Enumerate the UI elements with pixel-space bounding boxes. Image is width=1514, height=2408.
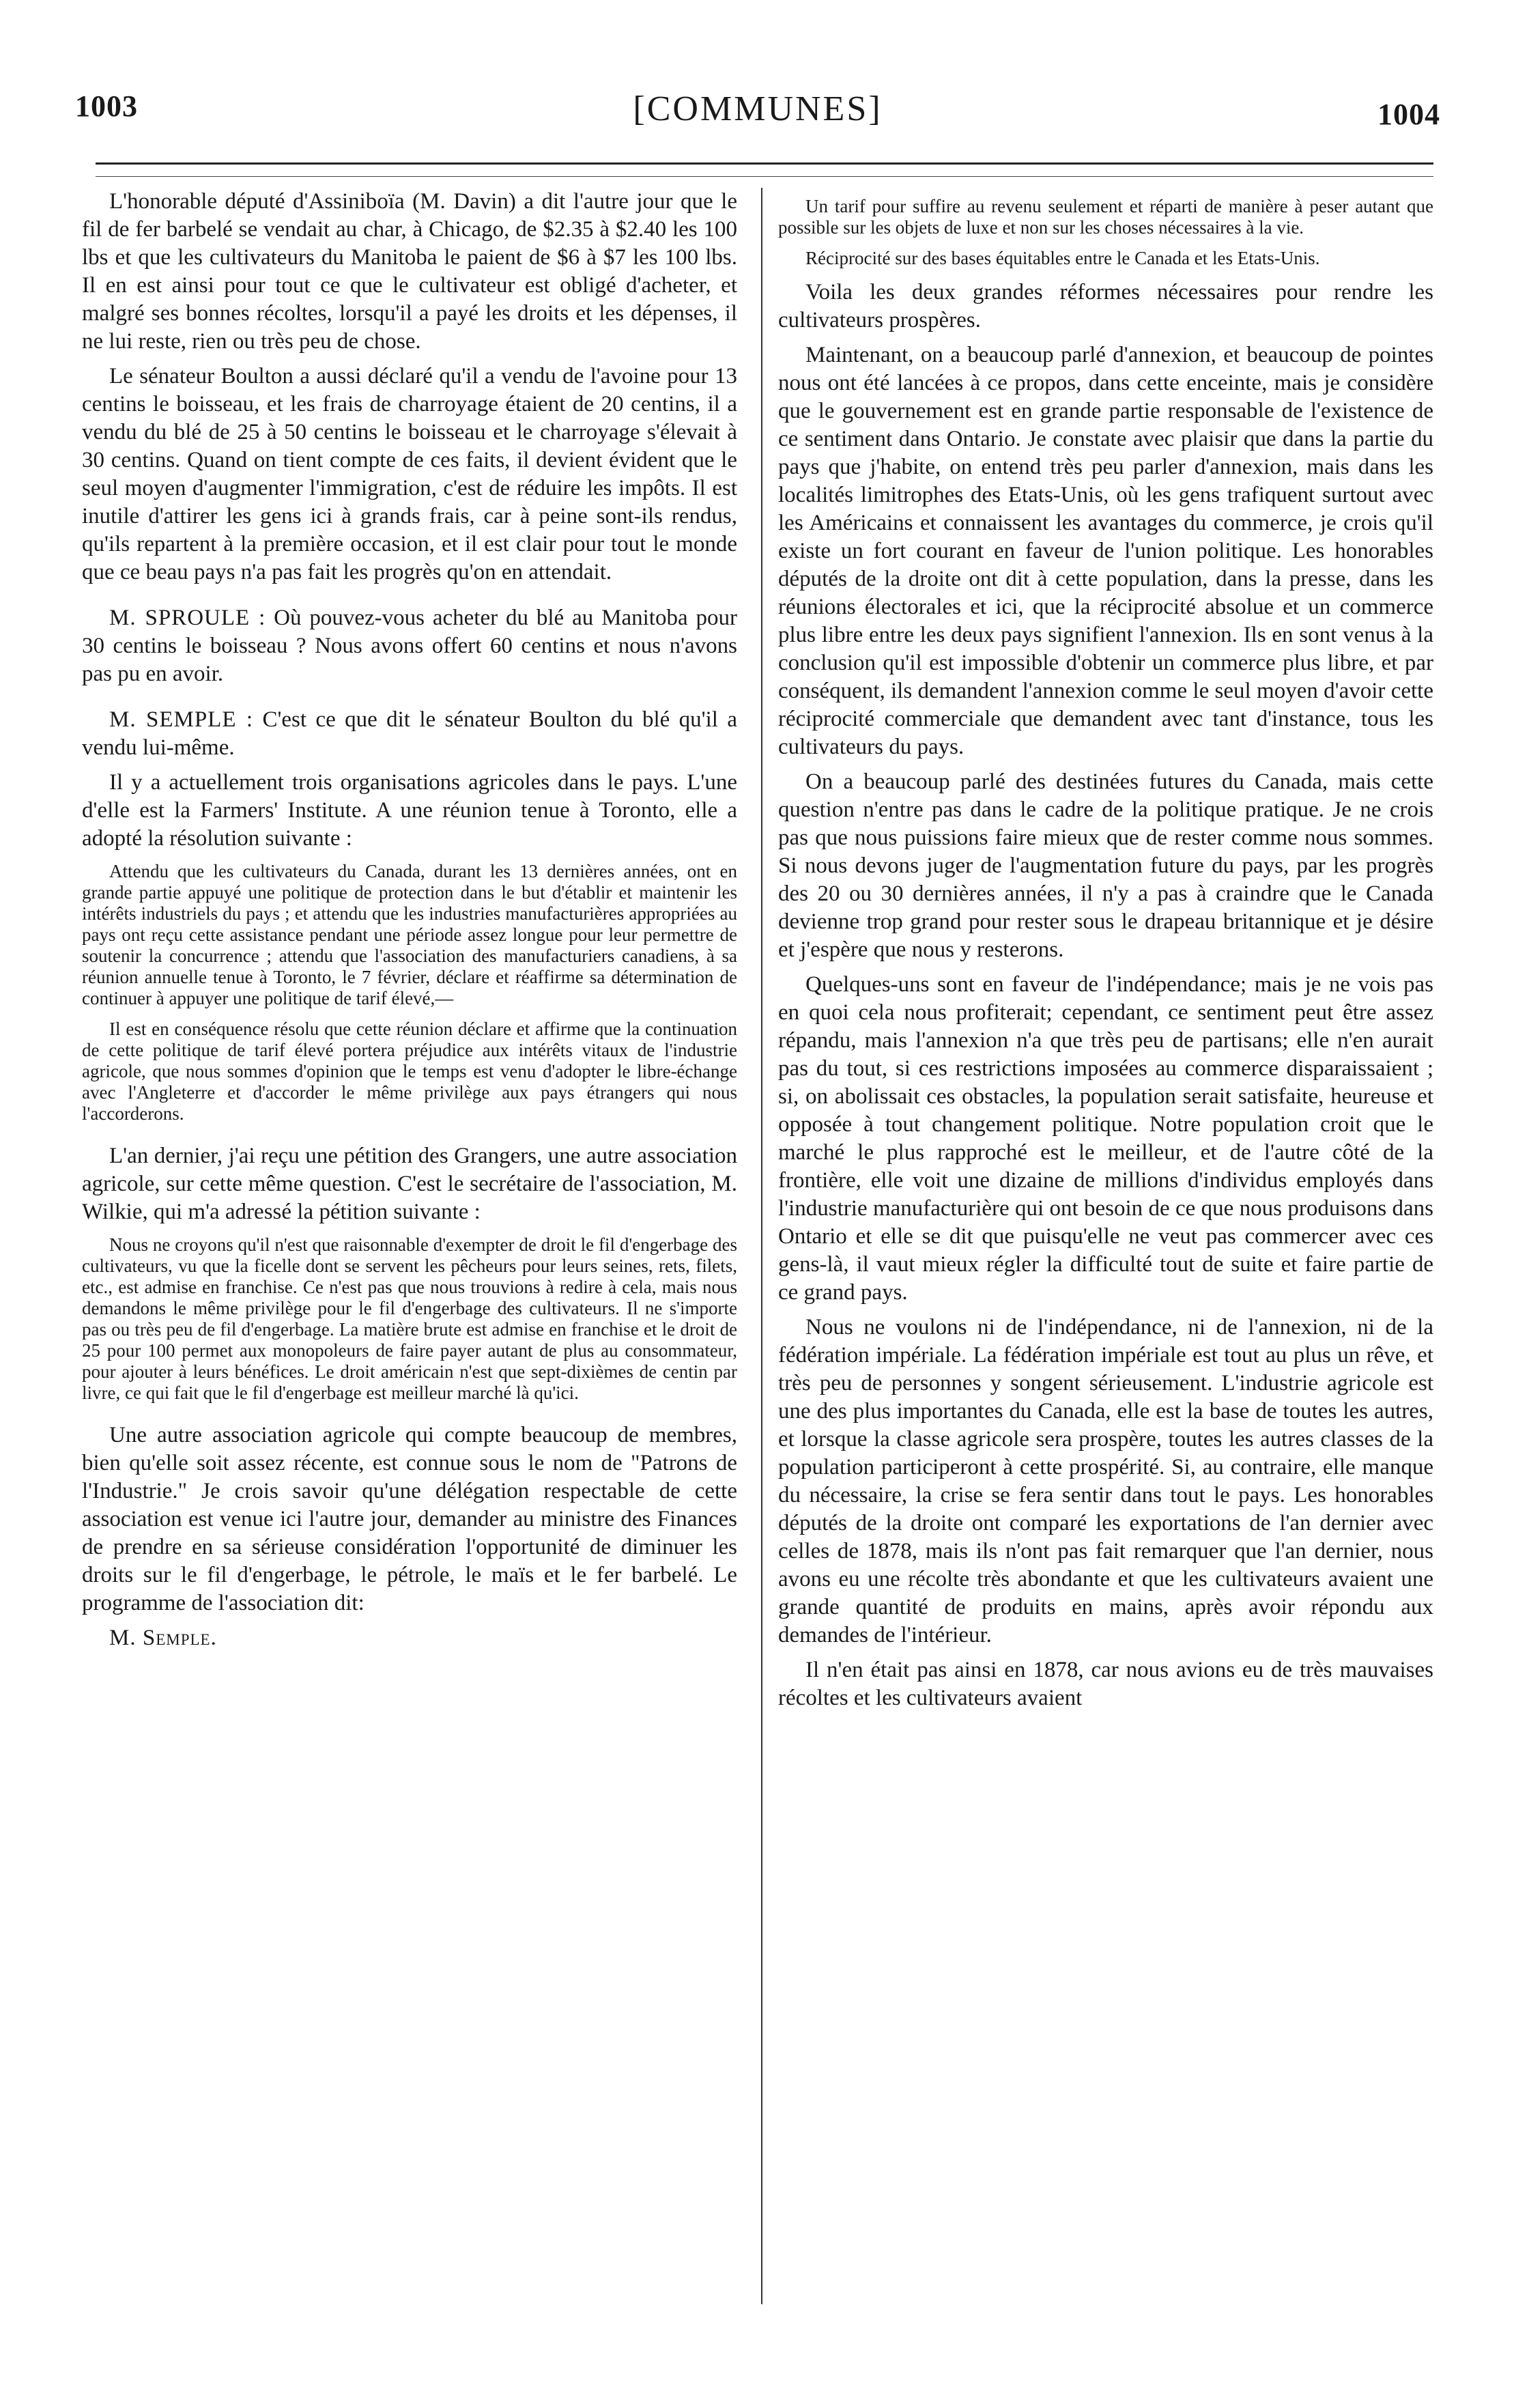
signature: M. Semple. xyxy=(109,1626,217,1650)
page-number-left: 1003 xyxy=(75,89,138,123)
paragraph: Quelques-uns sont en faveur de l'indépendance; mais je ne vois pas en quoi cela nous profiterait; cependant, ce sentiment peut être assez répandu, mais l'annexion n'a que très peu de partisans; elle n'en aurait pas du tout, si ces restrictions imposées au commerce disparaissaient ; si, on abolissait ces obstacles, la population serait satisfaite, heureuse et opposée à tout changement politique. Notre population croit que le marché le plus rapproché est le meilleur, et de l'autre côté de la frontière, elle voit une dizaine de millions d'individus employés dans l'industrie manufacturière qui ont besoin de ce que nous produisons dans Ontario et elle se dit que puisqu'elle ne veut pas commercer avec ces gens-là, il vaut mieux régler la difficulté tout de suite et faire partie de ce grand pays. xyxy=(778,972,1433,1305)
page-number-right: 1004 xyxy=(1377,98,1440,131)
quoted-resolution: Attendu que les cultivateurs du Canada, durant les 13 dernières années, ont en grande partie appuyé une politique de protection dans le but d'établir et maintenir les intérêts industriels du pays ; et attendu que les industries manufacturières appropriées au pays ont reçu cette assistance pendant une période assez longue pour leur permettre de soutenir la concurrence ; attendu que l'association des manufacturiers canadiens, à sa réunion annuelle tenue à Toronto, le 7 février, déclare et réaffirme sa détermination de continuer à appuyer une politique de tarif élevé,— xyxy=(82,861,737,1008)
paragraph: On a beaucoup parlé des destinées futures du Canada, mais cette question n'entre pas dans le cadre de la politique pratique. Je ne crois pas que nous puissions faire mieux que de rester comme nous sommes. Si nous devons juger de l'augmentation future du pays, par les progrès des 20 ou 30 dernières années, il n'y a pas à craindre que le Canada devienne trop grand pour rester sous le drapeau britannique et je désire et j'espère que nous y resterons. xyxy=(778,769,1433,962)
speech-text: C'est ce que dit le sénateur Boulton du blé qu'il a vendu lui-même. xyxy=(82,707,737,760)
speaker-name: M. SEMPLE : xyxy=(109,707,254,732)
paragraph: Il n'en était pas ainsi en 1878, car nous avions eu de très mauvaises récoltes et les cultivateurs avaient xyxy=(778,1658,1433,1710)
paragraph-semple xyxy=(82,706,737,762)
paragraph: Nous ne voulons ni de l'indépendance, ni de l'annexion, ni de la fédération impériale. La fédération impériale est tout au plus un rêve, et très peu de personnes y songent sérieusement. L'industrie agricole est une des plus importantes du Canada, elle est la base de toutes les autres, et lorsque la classe agricole sera prospère, toutes les autres classes de la population participeront à cette prospérité. Si, au contraire, elle manque du nécessaire, la crise se fera sentir dans tout le pays. Les honorables députés de la droite ont comparé les exportations de l'an dernier avec celles de 1878, mais ils n'ont pas fait remarquer que l'an dernier, nous avons eu une récolte très abondante et que les cultivateurs avaient une grande quantité de produits en mains, après avoir répondu aux demandes de l'intérieur. xyxy=(778,1315,1433,1647)
paragraph-sproule xyxy=(82,604,737,688)
paragraph: Le sénateur Boulton a aussi déclaré qu'il a vendu de l'avoine pour 13 centins le boisseau, et les frais de charroyage étaient de 20 centins, il a vendu du blé de 25 à 50 centins le boisseau et le charroyage s'élevait à 30 centins. Quand on tient compte de ces faits, il devient évident que le seul moyen d'augmenter l'immigration, c'est de réduire les impôts. Il est inutile d'attirer les gens ici à grands frais, car à peine sont-ils rendus, qu'ils repartent à la première occasion, et il est clair pour tout le monde que ce beau pays n'a pas fait les progrès qu'on en attendait. xyxy=(82,364,737,584)
quoted-petition: Nous ne croyons qu'il n'est que raisonnable d'exempter de droit le fil d'engerbage des cultivateurs, vu que la ficelle dont se servent les pêcheurs pour leurs seines, rets, filets, etc., est admise en franchise. Ce n'est pas que nous trouvions à redire à cela, mais nous demandons le même privilège pour le fil d'engerbage des cultivateurs. Il ne s'importe pas ou très peu de fil d'engerbage. La matière brute est admise en franchise et le droit de 25 pour 100 permet aux monopoleurs de faire payer autant de plus au consommateur, pour ajouter à leurs bénéfices. Le droit américain n'est que sept-dixièmes de centin par livre, ce qui fait que le fil d'engerbage est meilleur marché là qu'ici. xyxy=(82,1234,737,1403)
left-column xyxy=(82,188,737,2345)
speaker-name: M. SPROULE : xyxy=(109,606,266,630)
column-divider xyxy=(761,188,762,2304)
paragraph: Il y a actuellement trois organisations agricoles dans le pays. L'une d'elle est la Farmers' Institute. A une réunion tenue à Toronto, elle a adopté la résolution suivante : xyxy=(82,770,737,851)
paragraph: L'honorable député d'Assiniboïa (M. Davin) a dit l'autre jour que le fil de fer barbelé se vendait au char, à Chicago, de $2.35 à $2.40 les 100 lbs et que les cultivateurs du Manitoba le paient de $6 à $7 les 100 lbs. Il en est ainsi pour tout ce que le cultivateur est obligé d'acheter, et malgré ses bonnes récoltes, lorsqu'il a payé les droits et les dépenses, il ne lui reste, rien ou très peu de chose. xyxy=(82,189,737,354)
page-header xyxy=(75,75,1440,137)
header-rule-thin xyxy=(96,176,1433,177)
paragraph: Maintenant, on a beaucoup parlé d'annexion, et beaucoup de pointes nous ont été lancées à ce propos, dans cette enceinte, mais je considère que le gouvernement est en grande partie responsable de l'existence de ce sentiment dans Ontario. Je constate avec plaisir que dans la partie du pays que j'habite, on entend très peu parler d'annexion, mais dans les localités limitrophes des Etats-Unis, où les gens trafiquent surtout avec les Américains et connaissent les avantages du commerce, je crois qu'il existe un fort courant en faveur de l'union politique. Les honorables députés de la droite ont dit à cette population, dans la presse, dans les réunions électorales et ici, que la réciprocité absolue et un commerce plus libre entre les deux pays signifient l'annexion. Ils en sont venus à la conclusion qu'il est impossible d'obtenir un commerce plus libre, et par conséquent, ils demandent l'annexion comme le seul moyen d'avoir cette réciprocité commerciale que demandent avec tant d'instance, tous les cultivateurs du pays. xyxy=(778,343,1433,759)
paragraph: L'an dernier, j'ai reçu une pétition des Grangers, une autre association agricole, sur cette même question. C'est le secrétaire de l'association, M. Wilkie, qui m'a adressé la pétition suivante : xyxy=(82,1144,737,1224)
running-title: [COMMUNES] xyxy=(633,89,883,128)
paragraph: Voila les deux grandes réformes nécessaires pour rendre les cultivateurs prospères. xyxy=(778,280,1433,332)
paragraph: Une autre association agricole qui compte beaucoup de membres, bien qu'elle soit assez récente, est connue sous le nom de "Patrons de l'Industrie." Je crois savoir qu'une délégation respectable de cette association est venue ici l'autre jour, demander au ministre des Finances de prendre en sa sérieuse considération l'opportunité de diminuer les droits sur le fil d'engerbage, le pétrole, le maïs et le fer barbelé. Le programme de l'association dit: xyxy=(82,1423,737,1615)
right-column xyxy=(778,188,1433,2345)
speech-text: Où pouvez-vous acheter du blé au Manitoba pour 30 centins le boisseau ? Nous avons offert 60 centins et nous n'avons pas pu en avoir. xyxy=(82,606,737,686)
quoted-resolution: Il est en conséquence résolu que cette réunion déclare et affirme que la continuation de cette politique de tarif élevé portera préjudice aux intérêts vitaux de l'industrie agricole, que nous sommes d'opinion que le temps est venu d'adopter le libre-échange avec l'Angleterre et d'accorder le même privilège aux pays étrangers qui nous l'accorderons. xyxy=(82,1019,737,1124)
quoted-program: Un tarif pour suffire au revenu seulement et réparti de manière à peser autant que possible sur les objets de luxe et non sur les choses nécessaires à la vie. xyxy=(778,196,1433,238)
quoted-program: Réciprocité sur des bases équitables entre le Canada et les Etats-Unis. xyxy=(805,248,1320,268)
hansard-page xyxy=(75,75,1440,2349)
header-rule xyxy=(96,162,1433,165)
